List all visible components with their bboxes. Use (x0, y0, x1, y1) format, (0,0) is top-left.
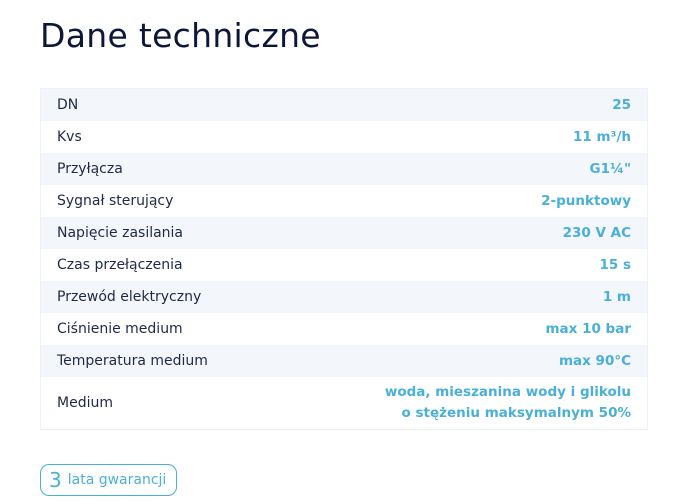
spec-row-kvs (41, 121, 647, 153)
spec-label: Przyłącza (57, 161, 123, 177)
spec-label: Czas przełączenia (57, 257, 183, 273)
spec-label: DN (57, 97, 79, 113)
spec-label: Temperatura medium (57, 353, 208, 369)
spec-row-dn (41, 89, 647, 121)
spec-row-switching-time (41, 249, 647, 281)
spec-label: Sygnał sterujący (57, 193, 174, 209)
spec-value: 15 s (599, 256, 631, 273)
spec-value: 230 V AC (562, 224, 631, 241)
spec-value: 11 m³/h (572, 128, 631, 145)
warranty-badge (40, 464, 177, 496)
spec-value: max 10 bar (545, 320, 631, 337)
spec-value: woda, mieszanina wody i glikolu o stężeniu maksymalnym 50% (384, 384, 631, 421)
spec-label: Medium (57, 395, 113, 411)
spec-label: Przewód elektryczny (57, 289, 202, 305)
specs-table (40, 88, 648, 430)
page-title: Dane techniczne (40, 16, 321, 55)
spec-row-cable (41, 281, 647, 313)
spec-row-medium-temperature (41, 345, 647, 377)
spec-row-control-signal (41, 185, 647, 217)
spec-label: Kvs (57, 129, 82, 145)
spec-row-medium (41, 377, 647, 429)
spec-row-supply-voltage (41, 217, 647, 249)
spec-row-connections (41, 153, 647, 185)
spec-label: Ciśnienie medium (57, 321, 183, 337)
spec-value: 1 m (602, 288, 631, 305)
spec-value: max 90°C (558, 352, 631, 369)
spec-value: G1¼" (589, 160, 631, 177)
spec-value: 2-punktowy (541, 192, 631, 209)
spec-row-medium-pressure (41, 313, 647, 345)
warranty-label: lata gwarancji (67, 472, 167, 488)
warranty-years: 3 (49, 468, 62, 492)
spec-label: Napięcie zasilania (57, 225, 184, 241)
spec-value: 25 (612, 96, 631, 113)
